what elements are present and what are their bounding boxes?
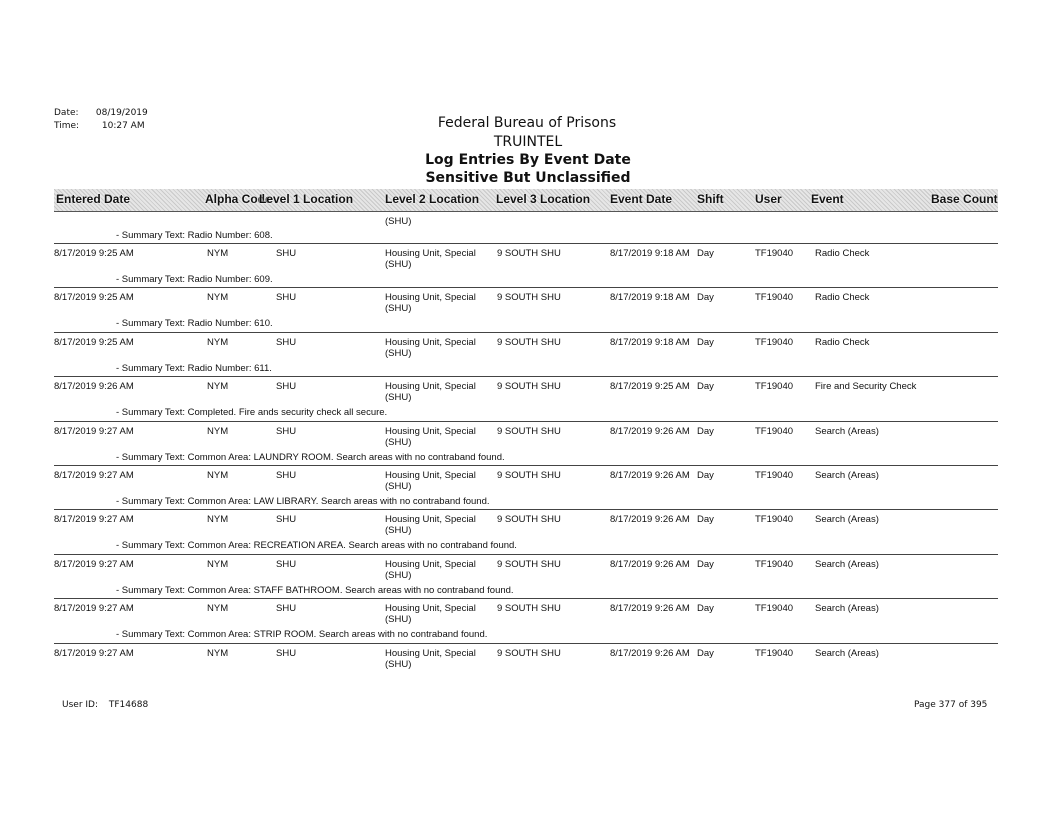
event-date: 8/17/2019 9:26 AM (610, 470, 690, 481)
shift: Day (697, 470, 714, 481)
level1-location: SHU (276, 470, 297, 481)
user-id-label: User ID: (62, 700, 98, 710)
col-event-date: Event Date (610, 192, 673, 206)
alpha-code: NYM (207, 381, 229, 392)
user: TF19040 (755, 514, 794, 525)
shift: Day (697, 337, 714, 348)
event-date: 8/17/2019 9:25 AM (610, 381, 690, 392)
entered-date: 8/17/2019 9:27 AM (54, 514, 134, 525)
event-date: 8/17/2019 9:26 AM (610, 426, 690, 437)
col-base-count: Base Count (931, 192, 998, 206)
system-title: TRUINTEL (493, 134, 563, 150)
level2-location-cont: (SHU) (385, 614, 412, 625)
event: Search (Areas) (815, 603, 879, 614)
event: Radio Check (815, 337, 870, 348)
level2-location: Housing Unit, Special (385, 292, 476, 303)
summary-text: - Summary Text: Common Area: LAW LIBRARY. Search areas with no contraband found. (116, 496, 490, 507)
level2-location-cont: (SHU) (385, 570, 412, 581)
col-level1-location: Level 1 Location (259, 192, 354, 206)
row-divider (54, 243, 998, 244)
event-date: 8/17/2019 9:18 AM (610, 292, 690, 303)
shift: Day (697, 648, 714, 659)
row-divider (54, 287, 998, 288)
shift: Day (697, 426, 714, 437)
level3-location: 9 SOUTH SHU (497, 603, 561, 614)
summary-text: - Summary Text: Common Area: STRIP ROOM. Search areas with no contraband found. (116, 629, 488, 640)
time-value: 10:27 AM (101, 121, 145, 131)
shift: Day (697, 292, 714, 303)
event-date: 8/17/2019 9:18 AM (610, 248, 690, 259)
alpha-code: NYM (207, 514, 229, 525)
user: TF19040 (755, 381, 794, 392)
level3-location: 9 SOUTH SHU (497, 248, 561, 259)
level3-location: 9 SOUTH SHU (497, 381, 561, 392)
report-title: Log Entries By Event Date (425, 152, 631, 168)
level3-location: 9 SOUTH SHU (497, 648, 561, 659)
event-date: 8/17/2019 9:18 AM (610, 337, 690, 348)
level1-location: SHU (276, 648, 297, 659)
entered-date: 8/17/2019 9:27 AM (54, 559, 134, 570)
event-date: 8/17/2019 9:26 AM (610, 603, 690, 614)
summary-text: - Summary Text: Radio Number: 611. (116, 363, 272, 374)
level2-location: Housing Unit, Special (385, 337, 476, 348)
summary-text: - Summary Text: Common Area: LAUNDRY ROOM. Search areas with no contraband found. (116, 452, 505, 463)
row-divider (54, 554, 998, 555)
user: TF19040 (755, 648, 794, 659)
event-date: 8/17/2019 9:26 AM (610, 559, 690, 570)
level2-location-cont: (SHU) (385, 659, 412, 670)
level2-location-cont: (SHU) (385, 481, 412, 492)
alpha-code: NYM (207, 603, 229, 614)
entered-date: 8/17/2019 9:27 AM (54, 470, 134, 481)
level2-location: Housing Unit, Special (385, 559, 476, 570)
continued-location: (SHU) (385, 216, 412, 227)
level2-location: Housing Unit, Special (385, 248, 476, 259)
level1-location: SHU (276, 514, 297, 525)
shift: Day (697, 514, 714, 525)
event: Search (Areas) (815, 426, 879, 437)
level1-location: SHU (276, 559, 297, 570)
level3-location: 9 SOUTH SHU (497, 559, 561, 570)
event: Radio Check (815, 292, 870, 303)
footer-user (62, 700, 148, 710)
entered-date: 8/17/2019 9:27 AM (54, 648, 134, 659)
event: Search (Areas) (815, 514, 879, 525)
level2-location: Housing Unit, Special (385, 426, 476, 437)
alpha-code: NYM (207, 648, 229, 659)
summary-text: - Summary Text: Common Area: STAFF BATHROOM. Search areas with no contraband found. (116, 585, 514, 596)
summary-text: - Summary Text: Completed. Fire ands security check all secure. (116, 407, 388, 418)
date-value: 08/19/2019 (95, 108, 148, 118)
level2-location-cont: (SHU) (385, 348, 412, 359)
alpha-code: NYM (207, 470, 229, 481)
agency-title: Federal Bureau of Prisons (437, 115, 617, 131)
date-label: Date: (54, 108, 79, 118)
shift: Day (697, 381, 714, 392)
level2-location-cont: (SHU) (385, 437, 412, 448)
level2-location: Housing Unit, Special (385, 603, 476, 614)
entered-date: 8/17/2019 9:25 AM (54, 337, 134, 348)
alpha-code: NYM (207, 248, 229, 259)
alpha-code: NYM (207, 559, 229, 570)
level1-location: SHU (276, 248, 297, 259)
shift: Day (697, 559, 714, 570)
level2-location-cont: (SHU) (385, 525, 412, 536)
user: TF19040 (755, 559, 794, 570)
page-number: Page 377 of 395 (914, 700, 988, 710)
col-alpha-code: Alpha Code (205, 192, 272, 206)
event: Fire and Security Check (815, 381, 917, 392)
summary-text: - Summary Text: Radio Number: 609. (116, 274, 273, 285)
event: Search (Areas) (815, 470, 879, 481)
level2-location: Housing Unit, Special (385, 514, 476, 525)
user: TF19040 (755, 292, 794, 303)
time-label: Time: (54, 121, 80, 131)
level1-location: SHU (276, 292, 297, 303)
user: TF19040 (755, 337, 794, 348)
level2-location-cont: (SHU) (385, 392, 412, 403)
event: Search (Areas) (815, 648, 879, 659)
level1-location: SHU (276, 337, 297, 348)
level2-location: Housing Unit, Special (385, 648, 476, 659)
continued-summary: - Summary Text: Radio Number: 608. (116, 230, 273, 241)
user: TF19040 (755, 470, 794, 481)
event: Radio Check (815, 248, 870, 259)
row-divider (54, 643, 998, 644)
shift: Day (697, 603, 714, 614)
entered-date: 8/17/2019 9:27 AM (54, 603, 134, 614)
user: TF19040 (755, 248, 794, 259)
event-date: 8/17/2019 9:26 AM (610, 514, 690, 525)
level3-location: 9 SOUTH SHU (497, 292, 561, 303)
level2-location-cont: (SHU) (385, 259, 412, 270)
event: Search (Areas) (815, 559, 879, 570)
alpha-code: NYM (207, 337, 229, 348)
level3-location: 9 SOUTH SHU (497, 470, 561, 481)
level3-location: 9 SOUTH SHU (497, 514, 561, 525)
shift: Day (697, 248, 714, 259)
level3-location: 9 SOUTH SHU (497, 337, 561, 348)
row-divider (54, 598, 998, 599)
level1-location: SHU (276, 381, 297, 392)
col-level2-location: Level 2 Location (385, 192, 480, 206)
entered-date: 8/17/2019 9:26 AM (54, 381, 134, 392)
event-date: 8/17/2019 9:26 AM (610, 648, 690, 659)
col-shift: Shift (697, 192, 724, 206)
row-divider (54, 465, 998, 466)
col-entered-date: Entered Date (56, 192, 131, 206)
summary-text: - Summary Text: Common Area: RECREATION AREA. Search areas with no contraband found. (116, 540, 517, 551)
level1-location: SHU (276, 426, 297, 437)
col-level3-location: Level 3 Location (496, 192, 591, 206)
level2-location-cont: (SHU) (385, 303, 412, 314)
alpha-code: NYM (207, 292, 229, 303)
table-header (54, 189, 998, 212)
entered-date: 8/17/2019 9:25 AM (54, 248, 134, 259)
classification-title: Sensitive But Unclassified (425, 170, 631, 186)
row-divider (54, 509, 998, 510)
row-divider (54, 421, 998, 422)
level2-location: Housing Unit, Special (385, 470, 476, 481)
alpha-code: NYM (207, 426, 229, 437)
level3-location: 9 SOUTH SHU (497, 426, 561, 437)
user-id-value: TF14688 (108, 700, 149, 710)
entered-date: 8/17/2019 9:25 AM (54, 292, 134, 303)
col-event: Event (811, 192, 844, 206)
entered-date: 8/17/2019 9:27 AM (54, 426, 134, 437)
row-divider (54, 332, 998, 333)
level2-location: Housing Unit, Special (385, 381, 476, 392)
row-divider (54, 376, 998, 377)
summary-text: - Summary Text: Radio Number: 610. (116, 318, 273, 329)
user: TF19040 (755, 603, 794, 614)
col-user: User (755, 192, 782, 206)
level1-location: SHU (276, 603, 297, 614)
user: TF19040 (755, 426, 794, 437)
